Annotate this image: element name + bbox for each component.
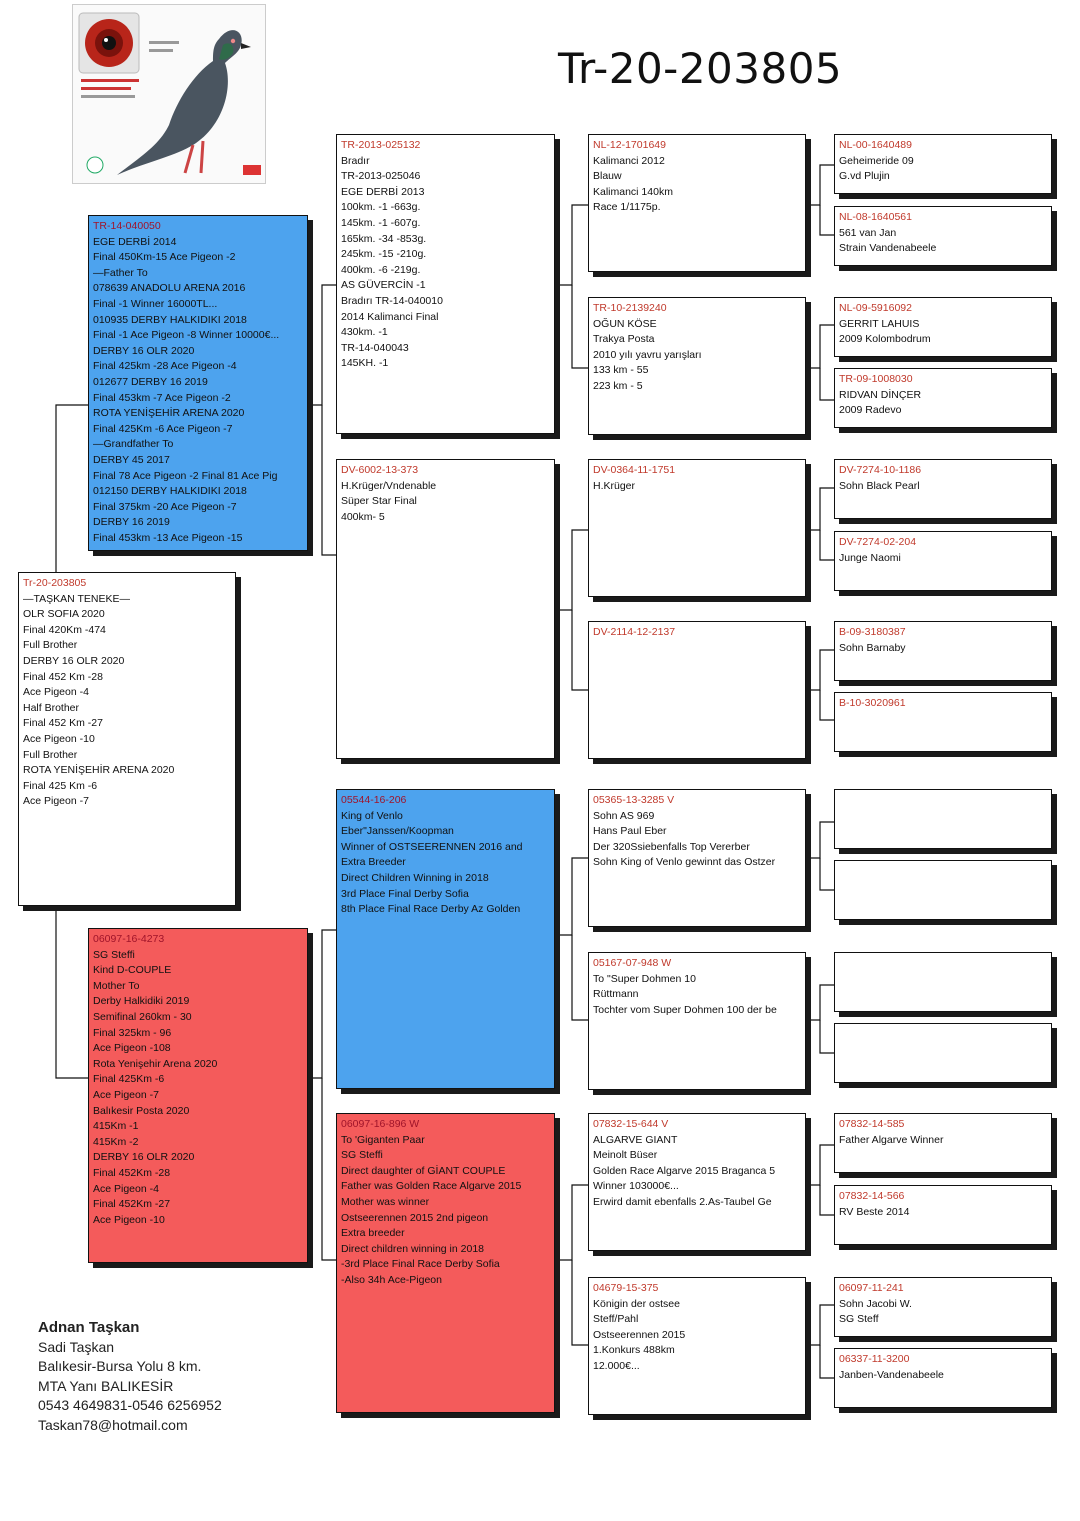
detail-line: SG Steffi	[341, 1149, 383, 1162]
detail-line: EGE DERBİ 2013	[341, 185, 425, 198]
card-details	[23, 592, 231, 810]
gg-grandparent-card	[834, 692, 1052, 752]
card-details	[341, 479, 550, 526]
detail-line: Father Algarve Winner	[839, 1133, 944, 1146]
detail-line: 400km. -6 -219g.	[341, 263, 421, 276]
card-details	[839, 1368, 1047, 1384]
detail-line: Trakya Posta	[593, 333, 655, 346]
contact-email: Taskan78@hotmail.com	[38, 1416, 188, 1433]
card-details	[839, 317, 1047, 348]
detail-line: Golden Race Algarve 2015 Braganca 5	[593, 1164, 776, 1177]
ring-number: B-10-3020961	[839, 697, 906, 709]
detail-line: Bradır	[341, 154, 370, 167]
detail-line: Balıkesir Posta 2020	[93, 1104, 190, 1117]
ring-number: NL-08-1640561	[839, 211, 912, 223]
ring-number: 07832-14-585	[839, 1118, 905, 1130]
ring-number: 07832-15-644 V	[593, 1118, 669, 1130]
dam-card	[88, 928, 308, 1263]
great-grandparent-card	[588, 134, 806, 272]
detail-line: Winner of OSTSEERENNEN 2016 and	[341, 840, 523, 853]
detail-line: DERBY 45 2017	[93, 453, 170, 466]
card-details	[593, 317, 801, 395]
detail-line: 12.000€...	[593, 1359, 640, 1372]
great-grandparent-card	[588, 789, 806, 927]
ring-number: 05365-13-3285 V	[593, 794, 675, 806]
detail-line: Direct children winning in 2018	[341, 1242, 484, 1255]
card-details	[839, 641, 1047, 657]
detail-line: Ace Pigeon -4	[93, 1182, 159, 1195]
detail-line: AS GÜVERCİN -1	[341, 279, 426, 292]
detail-line: Final 425Km -6 Ace Pigeon -7	[93, 422, 233, 435]
gg-grandparent-card	[834, 368, 1052, 428]
detail-line: 400km- 5	[341, 510, 385, 523]
detail-line: Extra Breeder	[341, 856, 406, 869]
card-details	[839, 388, 1047, 419]
detail-line: G.vd Plujin	[839, 170, 890, 183]
detail-line: Final 452Km -27	[93, 1198, 171, 1211]
detail-line: Mother To	[93, 979, 140, 992]
ring-number: TR-09-1008030	[839, 373, 913, 385]
contact-phone: 0543 4649831-0546 6256952	[38, 1397, 222, 1413]
detail-line: 415Km -1	[93, 1120, 139, 1133]
great-grandparent-card	[588, 1277, 806, 1415]
detail-line: Final 452 Km -28	[23, 670, 103, 683]
grandsire-paternal-card	[336, 134, 555, 434]
card-details	[341, 809, 550, 918]
gg-grandparent-card	[834, 1023, 1052, 1083]
detail-line: Rüttmann	[593, 988, 639, 1001]
detail-line: 561 van Jan	[839, 226, 897, 239]
gg-grandparent-card	[834, 1113, 1052, 1173]
detail-line: Kind D-COUPLE	[93, 964, 172, 977]
detail-line: Sohn Jacobi W.	[839, 1297, 912, 1310]
contact-line: Balıkesir-Bursa Yolu 8 km.	[38, 1358, 202, 1374]
detail-line: Full Brother	[23, 639, 78, 652]
subject-pigeon-card	[18, 572, 236, 906]
detail-line: DERBY 16 2019	[93, 516, 170, 529]
detail-line: Half Brother	[23, 701, 80, 714]
ring-number: B-09-3180387	[839, 626, 906, 638]
card-details	[839, 1205, 1047, 1221]
detail-line: 2014 Kalimanci Final	[341, 310, 439, 323]
detail-line: —Grandfather To	[93, 438, 174, 451]
detail-line: ALGARVE GIANT	[593, 1133, 678, 1146]
gg-grandparent-card	[834, 1185, 1052, 1245]
detail-line: Final 425km -28 Ace Pigeon -4	[93, 360, 237, 373]
detail-line: Father was Golden Race Algarve 2015	[341, 1180, 522, 1193]
card-details	[839, 551, 1047, 567]
detail-line: Strain Vandenabeele	[839, 242, 937, 255]
detail-line: Derby Halkidiki 2019	[93, 995, 190, 1008]
detail-line: 415Km -2	[93, 1135, 139, 1148]
page-title: Tr-20-203805	[558, 44, 843, 93]
detail-line: 430km. -1	[341, 326, 388, 339]
sire-card	[88, 215, 308, 551]
detail-line: Rota Yenişehir Arena 2020	[93, 1057, 218, 1070]
detail-line: 145km. -1 -607g.	[341, 216, 421, 229]
detail-line: 012150 DERBY HALKIDIKI 2018	[93, 485, 247, 498]
detail-line: Ace Pigeon -108	[93, 1042, 171, 1055]
ring-number: DV-7274-10-1186	[839, 464, 922, 476]
ring-number: 04679-15-375	[593, 1282, 659, 1294]
great-grandparent-card	[588, 459, 806, 597]
detail-line: To 'Giganten Paar	[341, 1133, 425, 1146]
detail-line: EGE DERBİ 2014	[93, 235, 177, 248]
detail-line: 145KH. -1	[341, 357, 389, 370]
detail-line: 100km. -1 -663g.	[341, 201, 421, 214]
detail-line: 245km. -15 -210g.	[341, 248, 427, 261]
ring-number: 07832-14-566	[839, 1190, 905, 1202]
detail-line: King of Venlo	[341, 809, 403, 822]
detail-line: Final 450Km-15 Ace Pigeon -2	[93, 251, 236, 264]
card-details	[593, 1133, 801, 1211]
ring-number: 06097-16-4273	[93, 933, 165, 945]
card-details	[839, 479, 1047, 495]
detail-line: 165km. -34 -853g.	[341, 232, 427, 245]
detail-line: 1.Konkurs 488km	[593, 1344, 675, 1357]
gg-grandparent-card	[834, 860, 1052, 920]
detail-line: Direct daughter of GİANT COUPLE	[341, 1164, 506, 1177]
granddam-paternal-card	[336, 459, 555, 759]
detail-line: 3rd Place Final Derby Sofia	[341, 887, 469, 900]
detail-line: Sohn AS 969	[593, 809, 655, 822]
detail-line: TR-14-040043	[341, 341, 409, 354]
detail-line: 2009 Radevo	[839, 404, 902, 417]
detail-line: 133 km - 55	[593, 364, 649, 377]
detail-line: Final 453km -13 Ace Pigeon -15	[93, 531, 243, 544]
gg-grandparent-card	[834, 297, 1052, 357]
detail-line: Sohn King of Venlo gewinnt das Ostzer	[593, 856, 776, 869]
detail-line: Mother was winner	[341, 1195, 430, 1208]
detail-line: H.Krüger/Vndenable	[341, 479, 437, 492]
ring-number: DV-2114-12-2137	[593, 626, 676, 638]
card-details	[593, 1297, 801, 1375]
detail-line: Sohn Barnaby	[839, 641, 906, 654]
detail-line: Tochter vom Super Dohmen 100 der be	[593, 1003, 777, 1016]
gg-grandparent-card	[834, 621, 1052, 681]
pigeon-photo-icon	[73, 5, 265, 183]
detail-line: RIDVAN DİNÇER	[839, 388, 922, 401]
detail-line: Ace Pigeon -7	[93, 1088, 159, 1101]
ring-number: Tr-20-203805	[23, 577, 87, 589]
gg-grandparent-card	[834, 952, 1052, 1012]
detail-line: Full Brother	[23, 748, 78, 761]
detail-line: SG Steff	[839, 1313, 879, 1326]
detail-line: Final 420Km -474	[23, 623, 106, 636]
detail-line: Final 452 Km -27	[23, 717, 103, 730]
detail-line: Direct Children Winning in 2018	[341, 871, 489, 884]
detail-line: Extra breeder	[341, 1227, 405, 1240]
detail-line: 010935 DERBY HALKIDIKI 2018	[93, 313, 247, 326]
detail-line: Geheimeride 09	[839, 154, 914, 167]
detail-line: Ace Pigeon -7	[23, 795, 89, 808]
detail-line: Final 375km -20 Ace Pigeon -7	[93, 500, 237, 513]
ring-number: 05544-16-206	[341, 794, 407, 806]
detail-line: Ostseerennen 2015 2nd pigeon	[341, 1211, 489, 1224]
detail-line: Final 78 Ace Pigeon -2 Final 81 Ace Pig	[93, 469, 278, 482]
detail-line: Semifinal 260km - 30	[93, 1010, 192, 1023]
contact-line: Sadi Taşkan	[38, 1338, 115, 1355]
detail-line: -3rd Place Final Race Derby Sofia	[341, 1258, 500, 1271]
detail-line: Süper Star Final	[341, 495, 417, 508]
detail-line: Winner 103000€...	[593, 1180, 679, 1193]
grandsire-maternal-card	[336, 789, 555, 1089]
detail-line: Kalimanci 140km	[593, 185, 673, 198]
detail-line: Junge Naomi	[839, 551, 901, 564]
detail-line: OĞUN KÖSE	[593, 317, 657, 330]
detail-line: 223 km - 5	[593, 379, 643, 392]
detail-line: —Father To	[93, 266, 148, 279]
detail-line: 078639 ANADOLU ARENA 2016	[93, 282, 246, 295]
detail-line: Ace Pigeon -10	[23, 732, 95, 745]
detail-line: Final -1 Winner 16000TL...	[93, 297, 218, 310]
detail-line: RV Beste 2014	[839, 1205, 910, 1218]
card-details	[839, 154, 1047, 185]
detail-line: Final 452Km -28	[93, 1166, 171, 1179]
detail-line: 2010 yılı yavru yarışları	[593, 348, 702, 361]
great-grandparent-card	[588, 621, 806, 759]
card-details	[839, 226, 1047, 257]
detail-line: Race 1/1175p.	[593, 201, 661, 214]
breeder-contact	[38, 1318, 222, 1435]
detail-line: Der 320Ssiebenfalls Top Vererber	[593, 840, 750, 853]
card-details	[93, 948, 303, 1229]
detail-line: GERRIT LAHUIS	[839, 317, 920, 330]
detail-line: 012677 DERBY 16 2019	[93, 375, 208, 388]
detail-line: ROTA YENİŞEHİR ARENA 2020	[23, 764, 175, 777]
detail-line: Königin der ostsee	[593, 1297, 680, 1310]
card-details	[593, 479, 801, 495]
detail-line: Hans Paul Eber	[593, 825, 667, 838]
ring-number: 06097-11-241	[839, 1282, 904, 1294]
card-details	[593, 154, 801, 216]
detail-line: TR-2013-025046	[341, 170, 421, 183]
detail-line: Steff/Pahl	[593, 1313, 639, 1326]
detail-line: To "Super Dohmen 10	[593, 972, 696, 985]
gg-grandparent-card	[834, 789, 1052, 849]
breeder-name: Adnan Taşkan	[38, 1319, 140, 1336]
great-grandparent-card	[588, 1113, 806, 1251]
detail-line: Bradırı TR-14-040010	[341, 294, 443, 307]
gg-grandparent-card	[834, 459, 1052, 519]
ring-number: DV-7274-02-204	[839, 536, 917, 548]
ring-number: TR-14-040050	[93, 220, 161, 232]
card-details	[341, 1133, 550, 1289]
detail-line: SG Steffi	[93, 948, 135, 961]
card-details	[341, 154, 550, 372]
detail-line: DERBY 16 OLR 2020	[93, 1151, 195, 1164]
ring-number: TR-2013-025132	[341, 139, 421, 151]
detail-line: Final 425Km -6	[93, 1073, 165, 1086]
ring-number: NL-09-5916092	[839, 302, 912, 314]
ring-number: 06337-11-3200	[839, 1353, 910, 1365]
card-details	[593, 972, 801, 1019]
ring-number: 06097-16-896 W	[341, 1118, 420, 1130]
detail-line: Meinolt Büser	[593, 1149, 658, 1162]
detail-line: DERBY 16 OLR 2020	[93, 344, 195, 357]
ring-number: NL-00-1640489	[839, 139, 912, 151]
detail-line: Ace Pigeon -4	[23, 686, 89, 699]
ring-number: DV-0364-11-1751	[593, 464, 676, 476]
detail-line: Kalimanci 2012	[593, 154, 665, 167]
great-grandparent-card	[588, 952, 806, 1090]
gg-grandparent-card	[834, 1277, 1052, 1337]
detail-line: Final -1 Ace Pigeon -8 Winner 10000€...	[93, 329, 280, 342]
detail-line: Ace Pigeon -10	[93, 1213, 165, 1226]
detail-line: Ostseerennen 2015	[593, 1328, 686, 1341]
great-grandparent-card	[588, 297, 806, 435]
gg-grandparent-card	[834, 1348, 1052, 1408]
card-details	[839, 1297, 1047, 1328]
card-details	[93, 235, 303, 547]
detail-line: Final 425 Km -6	[23, 779, 98, 792]
detail-line: OLR SOFIA 2020	[23, 608, 105, 621]
detail-line: Sohn Black Pearl	[839, 479, 920, 492]
detail-line: —TAŞKAN TENEKE—	[23, 592, 130, 605]
detail-line: DERBY 16 OLR 2020	[23, 654, 125, 667]
contact-line: MTA Yanı BALIKESİR	[38, 1377, 174, 1394]
detail-line: Final 453km -7 Ace Pigeon -2	[93, 391, 231, 404]
pigeon-photo	[72, 4, 266, 184]
detail-line: Erwird damit ebenfalls 2.As-Taubel Ge	[593, 1195, 772, 1208]
detail-line: -Also 34h Ace-Pigeon	[341, 1273, 442, 1286]
granddam-maternal-card	[336, 1113, 555, 1413]
gg-grandparent-card	[834, 206, 1052, 266]
detail-line: Final 325km - 96	[93, 1026, 172, 1039]
detail-line: 2009 Kolombodrum	[839, 333, 931, 346]
ring-number: 05167-07-948 W	[593, 957, 672, 969]
detail-line: 8th Place Final Race Derby Az Golden	[341, 903, 521, 916]
gg-grandparent-card	[834, 531, 1052, 591]
detail-line: ROTA YENİŞEHİR ARENA 2020	[93, 407, 245, 420]
card-details	[593, 809, 801, 871]
card-details	[839, 1133, 1047, 1149]
detail-line: Janben-Vandenabeele	[839, 1368, 944, 1381]
ring-number: TR-10-2139240	[593, 302, 667, 314]
ring-number: DV-6002-13-373	[341, 464, 419, 476]
detail-line: H.Krüger	[593, 479, 636, 492]
gg-grandparent-card	[834, 134, 1052, 194]
detail-line: Blauw	[593, 170, 622, 183]
detail-line: Eber"Janssen/Koopman	[341, 825, 454, 838]
ring-number: NL-12-1701649	[593, 139, 666, 151]
